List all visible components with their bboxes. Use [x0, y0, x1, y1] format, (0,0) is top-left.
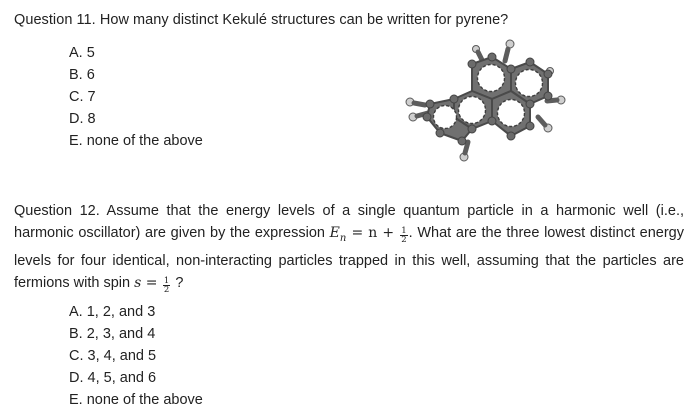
fraction-one-half: $\frac{1}{2}$	[401, 226, 407, 245]
q12-text-part-1: Question 12. Assume that the energy levels of a single quantum particle in a harmonic well (i.e., harmonic oscillator) are given by the expression	[14, 203, 684, 241]
q12-text-part-3: ?	[171, 274, 184, 291]
energy-expression: $E_n = n$ +	[329, 225, 400, 244]
q12-choice-c: C. 3, 4, and 5	[69, 348, 157, 364]
spin-fraction: $\frac{1}{2}$	[163, 275, 170, 295]
q12-choice-e: E. none of the above	[69, 392, 203, 408]
q12-choice-d: D. 4, 5, and 6	[69, 370, 157, 386]
q12-choice-b: B. 2, 3, and 4	[69, 326, 156, 342]
q11-choice-d: D. 8	[69, 111, 96, 127]
q11-choice-e: E. none of the above	[69, 133, 203, 149]
pyrene-molecule-drawing	[406, 40, 565, 161]
q11-choice-c: C. 7	[69, 89, 96, 105]
q11-choice-b: B. 6	[69, 67, 95, 83]
question-11-title: Question 11. How many distinct Kekulé structures can be written for pyrene?	[14, 12, 509, 28]
q11-choice-a: A. 5	[69, 45, 95, 61]
spin-expression: s =	[134, 274, 162, 291]
pyrene-molecule-figure	[400, 37, 575, 165]
q12-choice-a: A. 1, 2, and 3	[69, 304, 156, 320]
q12-text-part-2: . What are the three lowest distinct energy levels for four identical, non-interacting particles trapped in this well, assuming that the particles are fermions with spin	[14, 225, 685, 291]
question-12-text	[14, 200, 684, 294]
